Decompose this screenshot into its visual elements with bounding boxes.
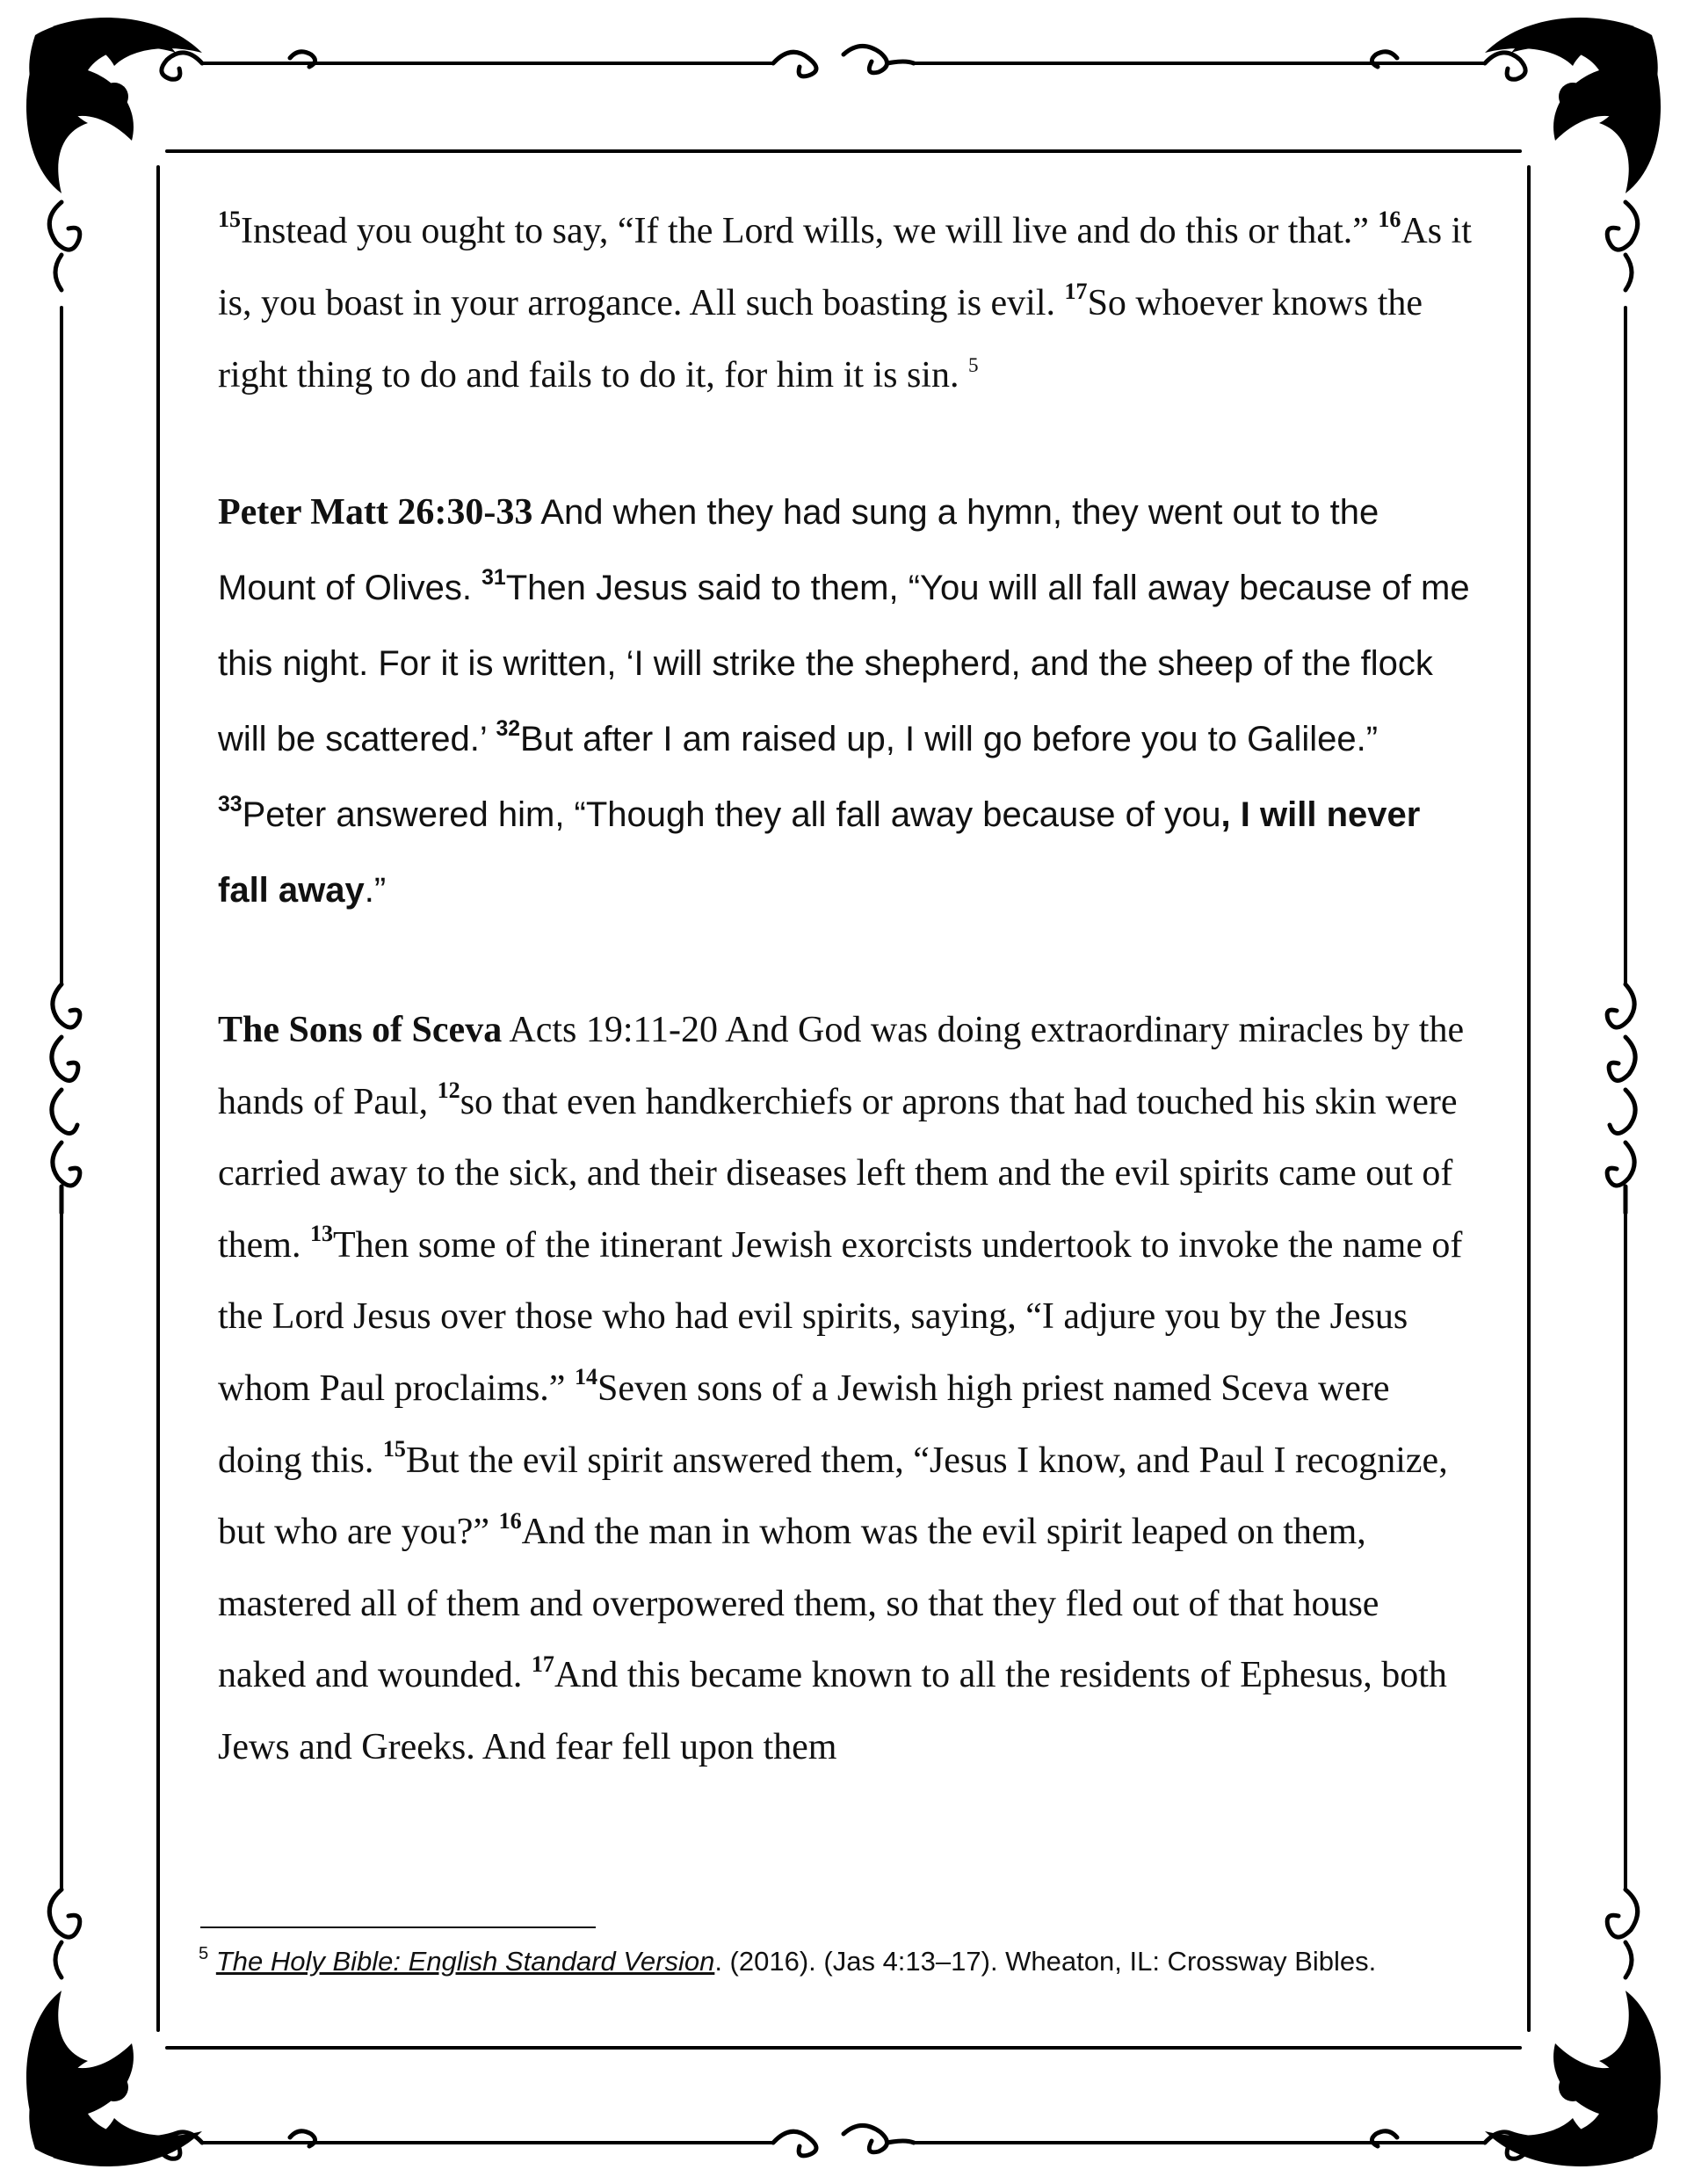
passage-heading: Peter Matt 26:30-33: [218, 492, 533, 533]
corner-ornament-bottom-left: [26, 1991, 202, 2166]
verse-number: 33: [218, 793, 243, 817]
corner-ornament-top-left: [26, 18, 202, 193]
emphasis-text: , I will never fall away: [218, 795, 1421, 910]
verse-number: 17: [531, 1651, 554, 1677]
verse-number: 17: [1064, 279, 1088, 305]
verse-text: And when they had sung a hymn, they went out to the Mount of Olives.: [218, 493, 1379, 607]
corner-ornament-top-right: [1485, 18, 1661, 193]
verse-text: And the man in whom was the evil spirit leaped on them, mastered all of them and overpowered them, so that they fled out of that house naked and wounded.: [218, 1512, 1379, 1696]
verse-text: Then some of the itinerant Jewish exorcists undertook to invoke the name of the Lord Jesus over those who had evil spirits, saying, “I adjure you by the Jesus whom Paul proclaims.”: [218, 1224, 1463, 1409]
verse-text: Instead you ought to say, “If the Lord wills, we will live and do this or that.”: [241, 211, 1379, 251]
verse-text: Seven sons of a Jewish high priest named Sceva were doing this.: [218, 1368, 1390, 1481]
passage-heading: The Sons of Sceva: [218, 1010, 503, 1050]
verse-text: So whoever knows the right thing to do and fails to do it, for him it is sin.: [218, 283, 1423, 395]
verse-text: .”: [364, 871, 387, 910]
footnote-source-title[interactable]: The Holy Bible: English Standard Version: [215, 1946, 715, 1977]
verse-number: 12: [437, 1077, 460, 1103]
verse-text: And this became known to all the residents of Ephesus, both Jews and Greeks. And fear fell upon them: [218, 1655, 1447, 1767]
corner-ornament-bottom-right: [1485, 1991, 1661, 2166]
verse-number: 32: [496, 717, 521, 742]
verse-number: 15: [382, 1435, 406, 1462]
verse-text: But the evil spirit answered them, “Jesus I know, and Paul I recognize, but who are you?”: [218, 1440, 1448, 1553]
verse-text: But after I am raised up, I will go before you to Galilee.”: [520, 720, 1379, 758]
verse-number: 16: [498, 1507, 522, 1534]
james-passage: [218, 195, 1474, 411]
verse-text: Acts 19:11-20 And God was doing extraordinary miracles by the hands of Paul,: [218, 1010, 1465, 1122]
verse-text: As it is, you boast in your arrogance. All such boasting is evil.: [218, 211, 1472, 323]
verse-number: 14: [574, 1364, 597, 1390]
peter-passage: [218, 475, 1474, 928]
verse-number: 13: [309, 1221, 334, 1247]
body-text: [218, 195, 1474, 1767]
footnote-separator: [200, 1926, 596, 1928]
verse-text: Then Jesus said to them, “You will all fall away because of me this night. For it is written, ‘I will strike the shepherd, and the sheep of the flock will be scattered.’: [218, 569, 1470, 758]
footnote-citation: . (2016). (Jas 4:13–17). Wheaton, IL: Crossway Bibles.: [714, 1946, 1377, 1977]
footnote-reference[interactable]: 5: [967, 352, 979, 376]
verse-text: so that even handkerchiefs or aprons that had touched his skin were carried away to the sick, and their diseases left them and the evil spirits came out of them.: [218, 1081, 1458, 1266]
footnote: [199, 1944, 1376, 1979]
sceva-passage: [218, 995, 1474, 1784]
verse-number: 15: [218, 207, 242, 233]
verse-text: Peter answered him, “Though they all fall away because of you: [242, 795, 1221, 834]
footnote-number: 5: [199, 1943, 209, 1963]
verse-number: 16: [1378, 207, 1401, 233]
verse-number: 31: [481, 566, 506, 591]
